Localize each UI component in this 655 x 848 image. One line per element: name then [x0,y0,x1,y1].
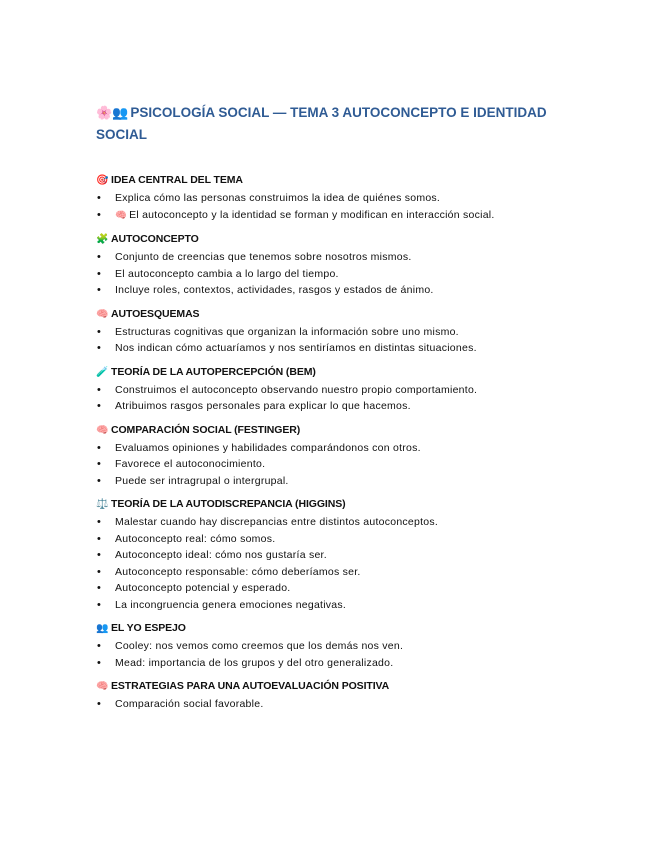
list-item-text: Autoconcepto potencial y esperado. [115,582,291,594]
section-heading-text: AUTOESQUEMAS [111,307,200,320]
section-icon: 🧠 [96,424,109,436]
list-item [96,696,566,713]
list-item-text: Malestar cuando hay discrepancias entre distintos autoconceptos. [115,516,439,528]
list-item-text: La incongruencia genera emociones negativas. [115,598,347,611]
list-item-text: Comparación social favorable. [115,698,264,710]
list-item [96,282,566,299]
list-item [96,473,566,490]
section-heading-text: TEORÍA DE LA AUTOPERCEPCIÓN (BEM) [111,365,316,378]
list-item-text: Estructuras cognitivas que organizan la información sobre uno mismo. [115,325,459,338]
list-item [96,190,566,207]
list-item-text: El autoconcepto y la identidad se forman y modifican en interacción social. [129,208,495,221]
bullet-list [96,440,566,490]
section-heading-text: COMPARACIÓN SOCIAL (FESTINGER) [111,423,301,436]
section-icon: 🧪 [96,366,109,378]
flower-people-icon: 🌸👥 [96,105,129,120]
section [96,306,566,357]
list-item-text: Conjunto de creencias que tenemos sobre nosotros mismos. [115,251,412,263]
section-heading [96,422,566,439]
section-heading-text: IDEA CENTRAL DEL TEMA [111,174,243,186]
section-heading [96,620,566,637]
list-item-text: Cooley: nos vemos como creemos que los demás nos ven. [115,640,404,652]
list-item-text: Evaluamos opiniones y habilidades comparándonos con otros. [115,441,421,454]
list-item-text: Favorece el autoconocimiento. [115,458,266,470]
list-item-text: Incluye roles, contextos, actividades, rasgos y estados de ánimo. [115,284,434,296]
bullet-list [96,638,566,671]
list-item [96,531,566,548]
bullet-list [96,190,566,224]
list-item [96,456,566,473]
section [96,620,566,671]
list-item [96,440,566,457]
list-item [96,580,566,597]
list-item-text: Explica cómo las personas construimos la idea de quiénes somos. [115,192,441,204]
list-item-text: Autoconcepto ideal: cómo nos gustaría ser. [115,549,327,561]
list-item [96,324,566,341]
section-heading-text: TEORÍA DE LA AUTODISCREPANCIA (HIGGINS) [111,498,346,510]
section-heading-text: AUTOCONCEPTO [111,233,199,245]
list-item-text: Autoconcepto real: cómo somos. [115,532,276,545]
list-item [96,514,566,531]
brain-icon: 🧠 [115,209,128,221]
section-icon: 🎯 [96,175,109,186]
list-item [96,266,566,283]
list-item-text: Nos indican cómo actuaríamos y nos sentiríamos en distintas situaciones. [115,342,477,354]
list-item [96,207,566,225]
list-item-text: Mead: importancia de los grupos y del otro generalizado. [115,656,394,669]
sections-container [96,172,566,713]
section-icon: 🧩 [96,234,109,245]
list-item-text: Atribuimos rasgos personales para explicar lo que hacemos. [115,400,411,412]
list-item [96,564,566,581]
section [96,172,566,224]
section-heading-text: EL YO ESPEJO [111,622,186,634]
section-heading-text: ESTRATEGIAS PARA UNA AUTOEVALUACIÓN POSITIVA [111,680,390,692]
list-item [96,340,566,357]
bullet-list [96,324,566,357]
section [96,231,566,299]
list-item [96,547,566,564]
list-item [96,382,566,399]
list-item-text: Puede ser intragrupal o intergrupal. [115,474,289,487]
section [96,496,566,613]
section-heading [96,306,566,323]
list-item [96,597,566,614]
bullet-list [96,382,566,415]
document-title [96,102,566,146]
list-item-text: Construimos el autoconcepto observando nuestro propio comportamiento. [115,383,478,396]
section-heading [96,231,566,248]
list-item-text: Autoconcepto responsable: cómo deberíamos ser. [115,565,361,578]
section-heading [96,496,566,513]
list-item [96,655,566,672]
list-item [96,638,566,655]
document-page [96,102,566,720]
document-title-text: PSICOLOGÍA SOCIAL — TEMA 3 AUTOCONCEPTO E IDENTIDAD SOCIAL [96,105,547,142]
bullet-list [96,249,566,299]
section-icon: ⚖️ [96,499,109,510]
list-item [96,398,566,415]
section-icon: 👥 [96,623,109,634]
section [96,678,566,713]
section-heading [96,678,566,695]
section-heading [96,172,566,189]
list-item [96,249,566,266]
bullet-list [96,696,566,713]
section-heading [96,364,566,381]
bullet-list [96,514,566,613]
list-item-text: El autoconcepto cambia a lo largo del tiempo. [115,267,339,280]
section [96,364,566,415]
section-icon: 🧠 [96,681,109,692]
section [96,422,566,490]
section-icon: 🧠 [96,308,109,320]
